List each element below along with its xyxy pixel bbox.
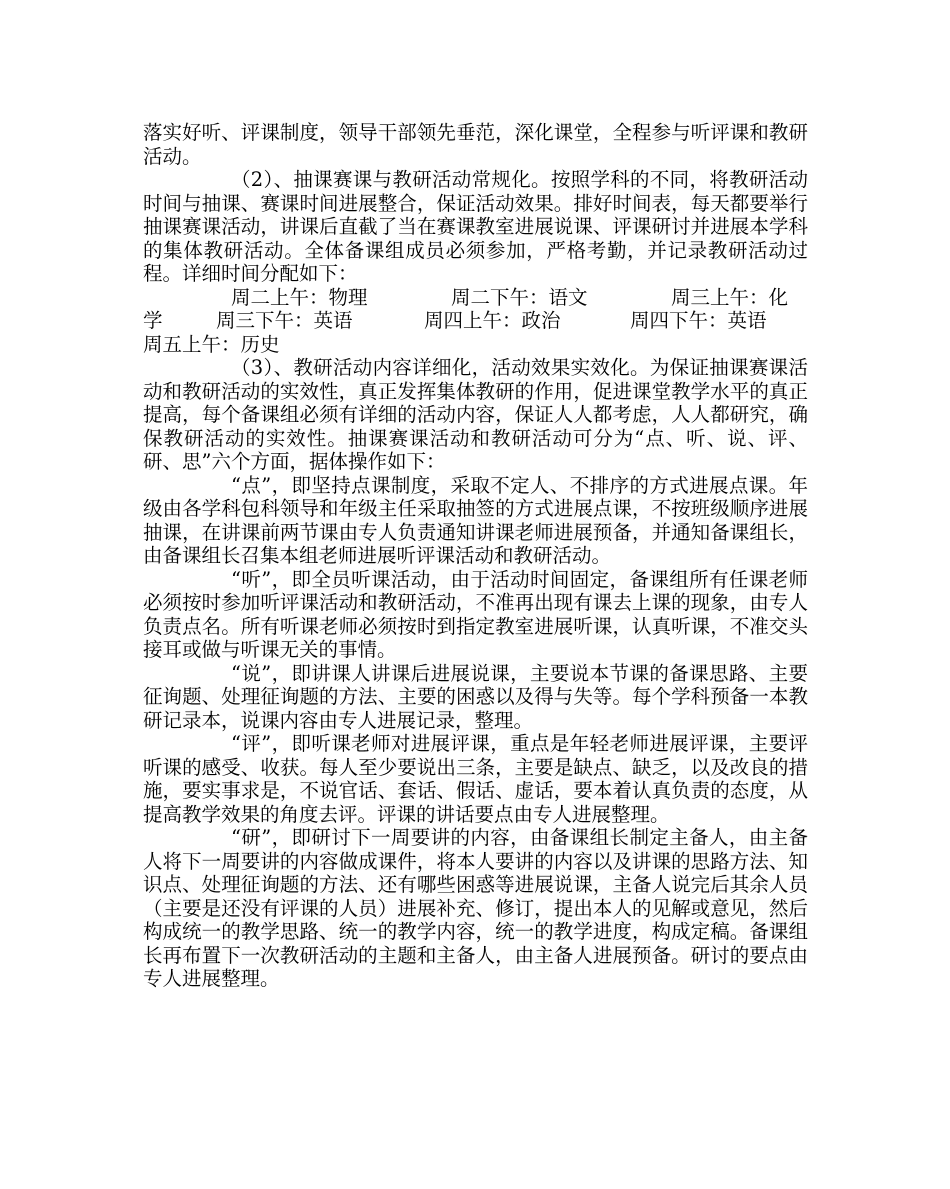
paragraph-item-2: （2）、抽课赛课与教研活动常规化。按照学科的不同，将教研活动时间与抽课、赛课时间进展整合，保证活动效果。排好时间表，每天都要举行抽课赛课活动，讲课后直截了当在赛课教室进展说课、评课研讨并进展本学科的集体教研活动。全体备课组成员必须参加，严格考勤，并记录教研活动过程。详细时间分配如下： — [143, 168, 808, 285]
paragraph-yan: “研”，即研讨下一周要讲的内容，由备课组长制定主备人，由主备人将下一周要讲的内容做成课件，将本人要讲的内容以及讲课的思路方法、知识点、处理征询题的方法、还有哪些困惑等进展说课，主备人说完后其余人员（主要是还没有评课的人员）进展补充、修订，提出本人的见解或意见，然后构成统一的教学思路、统一的教学内容，统一的教学进度，构成定稿。备课组长再布置下一次教研活动的主题和主备人，由主备人进展预备。研讨的要点由专人进展整理。 — [143, 826, 808, 990]
schedule-entry: 周五上午：历史 — [143, 332, 280, 356]
schedule-entry: 周二下午：语文 — [451, 285, 588, 309]
schedule-entry: 周三上午：化 — [671, 285, 789, 309]
schedule-entry: 周四上午：政治 — [424, 309, 561, 332]
paragraph-ping: “评”，即听课老师对进展评课，重点是年轻老师进展评课，主要评听课的感受、收获。每人至少要说出三条，主要是缺点、缺乏，以及改良的措施，要实事求是，不说官话、套话、假话、虚话，要本着认真负责的态度，从提高教学效果的角度去评。评课的讲话要点由专人进展整理。 — [143, 732, 808, 826]
schedule-list — [143, 286, 808, 357]
schedule-entry: 周二上午：物理 — [231, 285, 368, 309]
paragraph-item-3: （3）、教研活动内容详细化，活动效果实效化。为保证抽课赛课活动和教研活动的实效性，真正发挥集体教研的作用，促进课堂教学水平的真正提高，每个备课组必须有详细的活动内容，保证人人都考虑，人人都研究，确保教研活动的实效性。抽课赛课活动和教研活动可分为“点、听、说、评、研、思”六个方面，据体操作如下： — [143, 356, 808, 473]
paragraph-dian: “点”，即坚持点课制度，采取不定人、不排序的方式进展点课。年级由各学科包科领导和年级主任采取抽签的方式进展点课，不按班级顺序进展抽课，在讲课前两节课由专人负责通知讲课老师进展预备，并通知备课组长，由备课组长召集本组老师进展听评课活动和教研活动。 — [143, 473, 808, 567]
paragraph-ting: “听”，即全员听课活动，由于活动时间固定，备课组所有任课老师必须按时参加听评课活动和教研活动，不准再出现有课去上课的现象，由专人负责点名。所有听课老师必须按时到指定教室进展听课，认真听课，不准交头接耳或做与听课无关的事情。 — [143, 567, 808, 661]
document-page — [143, 121, 808, 991]
schedule-entry: 周三下午：英语 — [216, 309, 353, 332]
paragraph-shuo: “说”，即讲课人讲课后进展说课，主要说本节课的备课思路、主要征询题、处理征询题的方法、主要的困惑以及得与失等。每个学科预备一本教研记录本，说课内容由专人进展记录，整理。 — [143, 661, 808, 732]
paragraph-intro-continuation: 落实好听、评课制度，领导干部领先垂范，深化课堂，全程参与听评课和教研活动。 — [143, 121, 808, 168]
schedule-entry: 学 — [143, 309, 163, 332]
schedule-entry: 周四下午：英语 — [630, 309, 767, 332]
